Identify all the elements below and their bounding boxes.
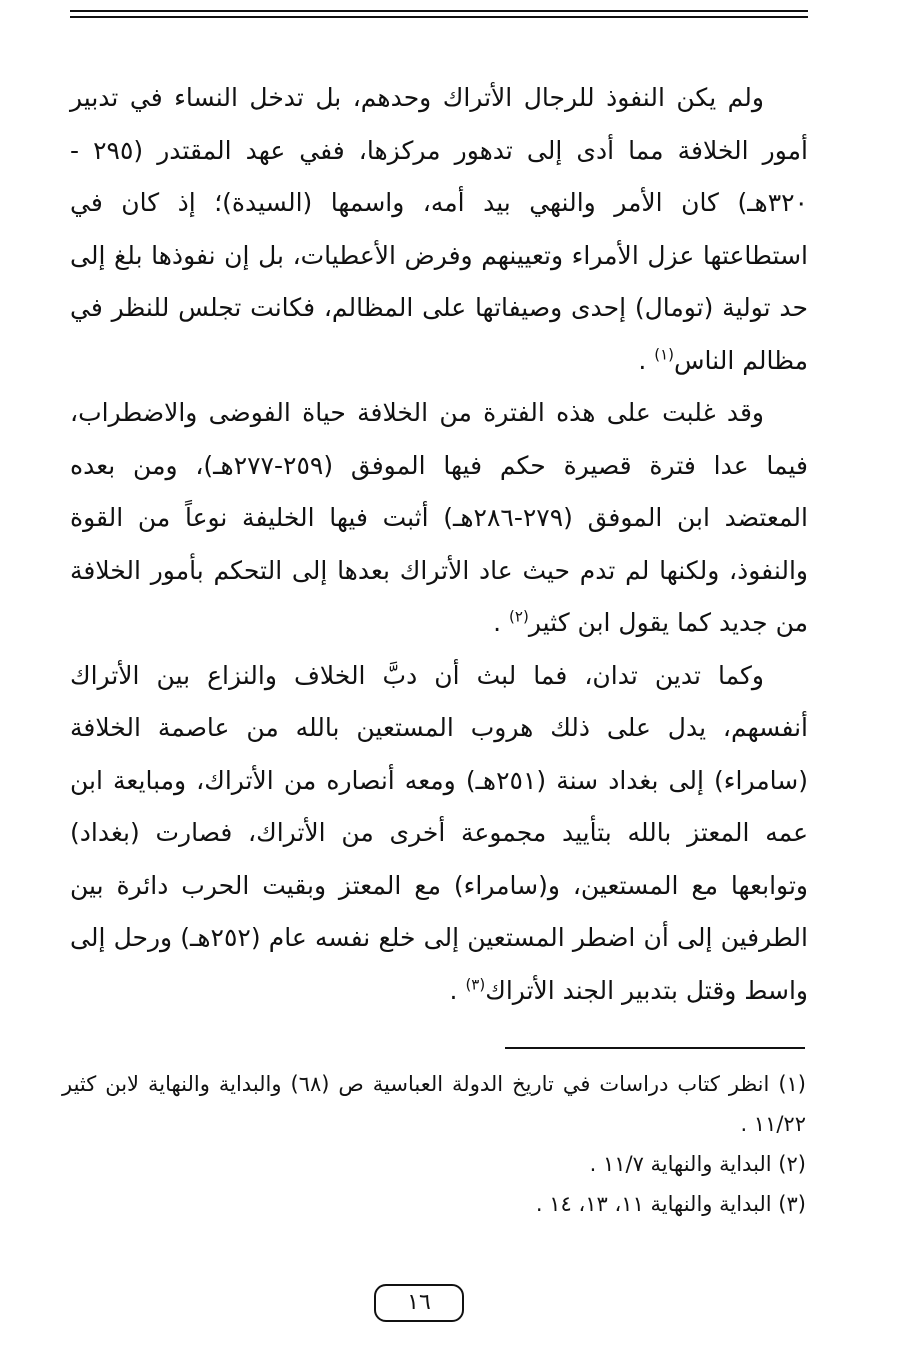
- paragraph-1-end: .: [638, 345, 655, 375]
- main-text: [70, 72, 808, 1017]
- paragraph-2-text: وقد غلبت على هذه الفترة من الخلافة حياة الفوضى والاضطراب، فيما عدا فترة قصيرة حكم فيها الموفق (٢٥٩-٢٧٧هـ)، ومن بعده المعتضد ابن الموفق (٢٧٩-٢٨٦هـ) أثبت فيها الخليفة نوعاً من القوة والنفوذ، ولكنها لم تدم حيث عاد الأتراك بعدها إلى التحكم بأمور الخلافة من جديد كما يقول ابن كثير: [70, 398, 809, 637]
- footnotes: [62, 1064, 806, 1224]
- page-number: ١٦: [374, 1284, 464, 1322]
- footnote-separator: [505, 1047, 805, 1049]
- footnote-1: (١) انظر كتاب دراسات في تاريخ الدولة العباسية ص (٦٨) والبداية والنهاية لابن كثير ١١/٢٢ .: [62, 1072, 806, 1136]
- footnote-ref-2: (٢): [509, 607, 529, 626]
- header-rule-top: [70, 10, 808, 12]
- paragraph-1: [70, 72, 808, 387]
- header-rule-bottom: [70, 16, 808, 18]
- footnote-ref-1: (١): [654, 345, 675, 364]
- footnote-2: (٢) البداية والنهاية ١١/٧ .: [589, 1152, 806, 1176]
- paragraph-3: [70, 650, 808, 1018]
- footnote-ref-3: (٣): [465, 975, 486, 994]
- paragraph-2: [70, 387, 808, 650]
- paragraph-2-end: .: [493, 608, 510, 637]
- footnote-3: (٣) البداية والنهاية ١١، ١٣، ١٤ .: [535, 1192, 806, 1216]
- paragraph-1-text: ولم يكن النفوذ للرجال الأتراك وحدهم، بل تدخل النساء في تدبير أمور الخلافة مما أدى إلى تدهور مركزها، ففي عهد المقتدر (٢٩٥ - ٣٢٠هـ) كان الأمر والنهي بيد أمه، واسمها (السيدة)؛ إذ كان في استطاعتها عزل الأمراء وتعيينهم وفرض الأعطيات، بل إن نفوذها بلغ إلى حد تولية (تومال) إحدى وصيفاتها على المظالم، فكانت تجلس للنظر في مظالم الناس: [70, 83, 808, 375]
- paragraph-3-text: وكما تدين تدان، فما لبث أن دبَّ الخلاف والنزاع بين الأتراك أنفسهم، يدل على ذلك هروب المستعين بالله من عاصمة الخلافة (سامراء) إلى بغداد سنة (٢٥١هـ) ومعه أنصاره من الأتراك، ومبايعة ابن عمه المعتز بالله بتأييد مجموعة أخرى من الأتراك، فصارت (بغداد) وتوابعها مع المستعين، و(سامراء) مع المعتز وبقيت الحرب دائرة بين الطرفين إلى أن اضطر المستعين إلى خلع نفسه عام (٢٥٢هـ) ورحل إلى واسط وقتل بتدبير الجند الأتراك: [70, 660, 808, 1005]
- paragraph-3-end: .: [449, 975, 466, 1005]
